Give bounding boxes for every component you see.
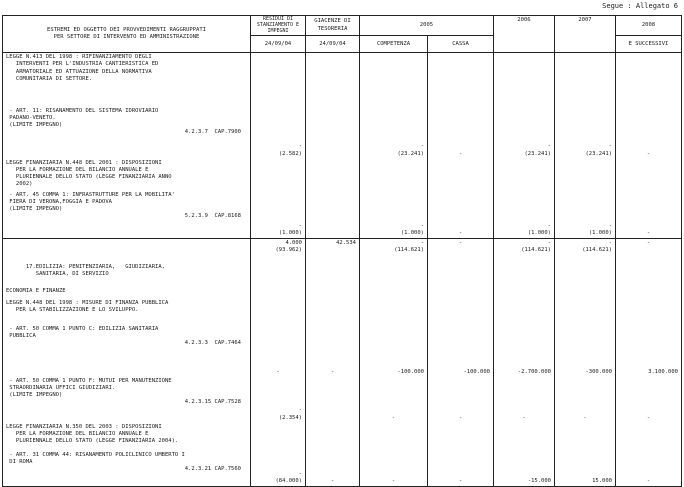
header-successivi: E SUCCESSIVI (616, 36, 682, 53)
row-chapter-code: 4.2.3.3 CAP.7464 (184, 340, 241, 347)
row-value-cell (494, 287, 555, 299)
table-row (3, 325, 682, 377)
page-header: Segue : Allegato 6 (602, 2, 678, 10)
row-value-cell: - (428, 191, 494, 239)
row-value-cell: - (1.000) (494, 191, 555, 239)
row-description-text: - ART. 50 COMMA 1 PUNTO F: MUTUI PER MANUTENZIONE STRAORDINARIA UFFICI GIUDIZIARI. (LIMITE IMPEGNO) (9, 377, 172, 399)
row-description (3, 191, 251, 239)
row-value-cell (251, 287, 306, 299)
row-description-text: LEGGE N.413 DEL 1998 : RIFINANZIAMENTO DEGLI INTERVENTI PER L'INDUSTRIA CANTIERISTICA ED ARMATORIALE ED ATTUAZIONE DELLA NORMATIVA COMUNITARIA DI SETTORE. (6, 54, 159, 82)
row-value-cell (555, 287, 616, 299)
row-chapter-code: 4.2.3.21 CAP.7560 (184, 466, 241, 473)
row-value-cell: - (306, 451, 360, 487)
row-value-cell (494, 159, 555, 191)
table-row (3, 53, 682, 107)
table-row (3, 263, 682, 287)
row-value-cell: - (616, 451, 682, 487)
row-value-cell (555, 299, 616, 325)
row-description (3, 159, 251, 191)
row-value-cell (555, 159, 616, 191)
row-value-cell (306, 107, 360, 159)
row-chapter-code: 4.2.3.15 CAP.7528 (184, 399, 241, 406)
row-value-cell: -300.000 (555, 325, 616, 377)
row-value-cell: - (84.000) (251, 451, 306, 487)
row-value-cell (306, 423, 360, 451)
row-description-text: LEGGE FINANZIARIA N.350 DEL 2003 : DISPOSIZIONI PER LA FORMAZIONE DEL BILANCIO ANNUALE E PLURIENNALE DELLO STATO (LEGGE FINANZIARIA 2004). (6, 423, 179, 445)
row-value-cell: -2.700.000 (494, 325, 555, 377)
row-value-cell: - (1.000) (360, 191, 428, 239)
row-description (3, 325, 251, 377)
row-value-cell (251, 53, 306, 107)
row-description-text: LEGGE N.448 DEL 1998 : MISURE DI FINANZA PUBBLICA PER LA STABILIZZAZIONE E LO SVILUPPO. (6, 299, 169, 313)
header-giacenze-date: 24/09/04 (306, 36, 360, 53)
row-chapter-code: 5.2.3.9 CAP.8168 (184, 213, 241, 220)
row-value-cell (306, 263, 360, 287)
row-chapter-code: 4.2.3.7 CAP.7900 (184, 129, 241, 136)
row-value-cell: - (23.241) (494, 107, 555, 159)
row-description (3, 263, 251, 287)
row-value-cell: - (1.000) (555, 191, 616, 239)
row-value-cell (428, 263, 494, 287)
row-value-cell (616, 53, 682, 107)
row-value-cell (306, 191, 360, 239)
row-description-text: - ART. 50 COMMA 1 PUNTO C: EDILIZIA SANITARIA PUBBLICA (9, 325, 159, 339)
row-value-cell: - (494, 377, 555, 423)
row-value-cell (555, 53, 616, 107)
row-value-cell: 15.000 (555, 451, 616, 487)
row-value-cell: - (616, 191, 682, 239)
row-value-cell (306, 53, 360, 107)
row-value-cell (251, 299, 306, 325)
row-description-text: LEGGE FINANZIARIA N.448 DEL 2001 : DISPOSIZIONI PER LA FORMAZIONE DEL BILANCIO ANNUALE E PLURIENNALE DELLO STATO (LEGGE FINANZIARIA ANNO 2002) (6, 159, 172, 188)
row-value-cell: - (23.241) (555, 107, 616, 159)
budget-table (2, 15, 682, 487)
row-value-cell (494, 299, 555, 325)
row-value-cell: - (251, 325, 306, 377)
row-value-cell: -15.000 (494, 451, 555, 487)
row-value-cell (555, 423, 616, 451)
header-competenza: COMPETENZA (360, 36, 428, 53)
table-row (3, 377, 682, 423)
row-value-cell: - (1.000) (251, 191, 306, 239)
row-value-cell (428, 299, 494, 325)
row-value-cell (616, 263, 682, 287)
row-value-cell (428, 159, 494, 191)
row-value-cell: - (2.354) (251, 377, 306, 423)
row-value-cell: 42.534 (306, 239, 360, 263)
row-value-cell (251, 159, 306, 191)
row-description-text: ECONOMIA E FINANZE (6, 287, 66, 294)
header-year-2007: 2007 (555, 16, 616, 53)
row-value-cell: - (428, 107, 494, 159)
row-value-cell: - (23.241) (360, 107, 428, 159)
row-description (3, 287, 251, 299)
header-giacenze: GIACENZE DI TESORERIA (306, 16, 360, 36)
row-value-cell (494, 423, 555, 451)
header-cassa: CASSA (428, 36, 494, 53)
row-value-cell (306, 377, 360, 423)
row-value-cell (616, 287, 682, 299)
row-value-cell: - (616, 107, 682, 159)
row-value-cell: - (428, 239, 494, 263)
row-value-cell (360, 53, 428, 107)
row-value-cell: - (114.621) (360, 239, 428, 263)
row-description-text: - ART. 11: RISANAMENTO DEL SISTEMA IDROVIARIO PADANO-VENETO. (LIMITE IMPEGNO) (9, 107, 159, 129)
header-description: ESTREMI ED OGGETTO DEI PROVVEDIMENTI RAGGRUPPATI PER SETTORE DI INTERVENTO ED AMMINISTRAZIONE (3, 16, 251, 53)
row-value-cell: - (616, 377, 682, 423)
row-value-cell (306, 159, 360, 191)
row-value-cell (360, 423, 428, 451)
row-value-cell (428, 53, 494, 107)
row-value-cell (616, 423, 682, 451)
row-value-cell: - (114.621) (494, 239, 555, 263)
row-value-cell: - (2.582) (251, 107, 306, 159)
row-value-cell: - (555, 377, 616, 423)
header-residui-date: 24/09/04 (251, 36, 306, 53)
row-value-cell: - (360, 451, 428, 487)
row-value-cell (306, 299, 360, 325)
row-value-cell (251, 263, 306, 287)
table-row-total (3, 239, 682, 263)
row-value-cell: - (114.621) (555, 239, 616, 263)
row-value-cell (251, 423, 306, 451)
header-year-2006: 2006 (494, 16, 555, 53)
row-value-cell: - (428, 377, 494, 423)
header-year-2008: 2008 (616, 16, 682, 36)
row-value-cell (306, 287, 360, 299)
table-row (3, 107, 682, 159)
row-description (3, 451, 251, 487)
table-row (3, 423, 682, 451)
table-row (3, 299, 682, 325)
row-value-cell: 3.100.000 (616, 325, 682, 377)
row-value-cell (360, 263, 428, 287)
row-value-cell: -100.000 (428, 325, 494, 377)
row-value-cell (494, 53, 555, 107)
row-description-text: - ART. 45 COMMA 1: INFRASTRUTTURE PER LA MOBILITA' FIERA DI VERONA,FOGGIA E PADOVA (LIMITE IMPEGNO) (9, 191, 175, 213)
row-value-cell (616, 159, 682, 191)
row-value-cell (616, 299, 682, 325)
row-description-text: - ART. 31 COMMA 44: RISANAMENTO POLICLINICO UMBERTO I DI ROMA (9, 451, 185, 465)
header-residui: RESIDUI DI STANZIAMENTO E IMPEGNI (251, 16, 306, 36)
row-description (3, 377, 251, 423)
row-value-cell (360, 159, 428, 191)
row-value-cell: 4.000 (93.962) (251, 239, 306, 263)
row-description-text: 17.EDILIZIA: PENITENZIARIA, GIUDIZIARIA, SANITARIA, DI SERVIZIO (25, 263, 165, 277)
row-description (3, 107, 251, 159)
table-row (3, 191, 682, 239)
row-value-cell (360, 287, 428, 299)
row-description (3, 53, 251, 107)
row-value-cell: -100.000 (360, 325, 428, 377)
row-value-cell (494, 263, 555, 287)
row-value-cell: - (306, 325, 360, 377)
row-value-cell: - (616, 239, 682, 263)
row-value-cell (428, 287, 494, 299)
table-row (3, 159, 682, 191)
row-value-cell: - (428, 451, 494, 487)
table-row (3, 451, 682, 487)
row-value-cell (428, 423, 494, 451)
row-description (3, 239, 251, 263)
row-value-cell (555, 263, 616, 287)
row-description (3, 299, 251, 325)
row-value-cell: - (360, 377, 428, 423)
header-year-2005: 2005 (360, 16, 494, 36)
table-row (3, 287, 682, 299)
row-description (3, 423, 251, 451)
row-value-cell (360, 299, 428, 325)
